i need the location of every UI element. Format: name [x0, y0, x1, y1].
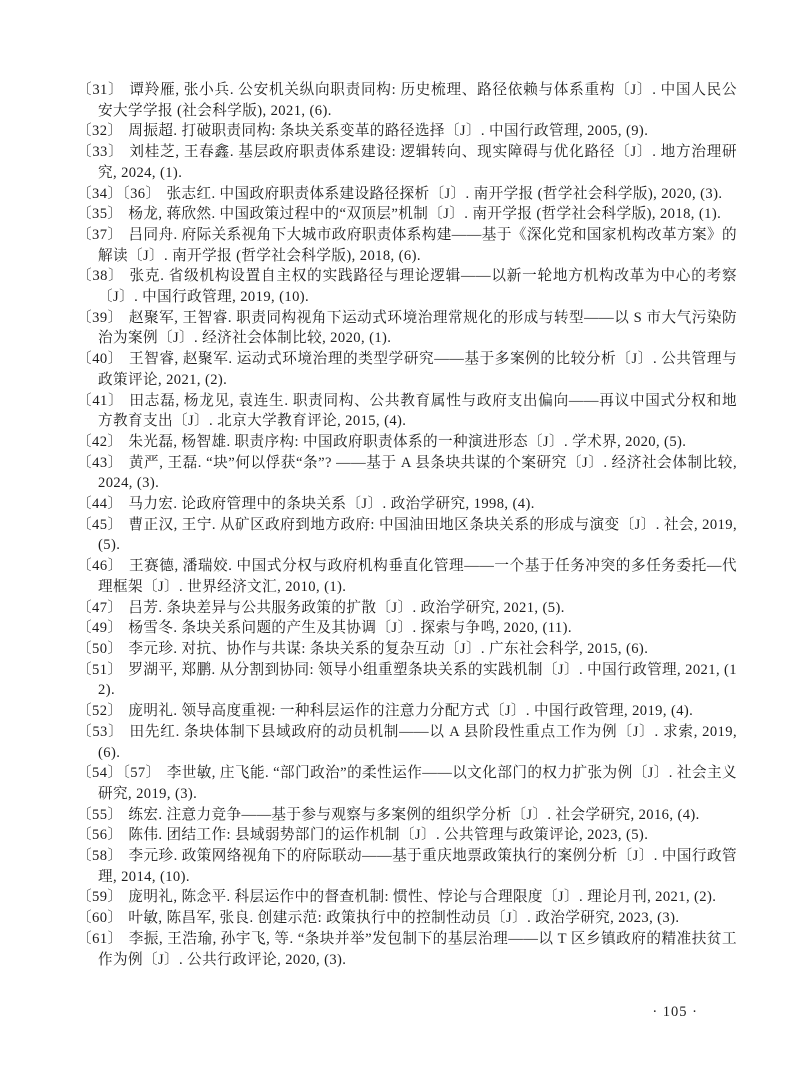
- reference-entry: [77, 805, 737, 826]
- reference-text: 曹正汉, 王宁. 从矿区政府到地方政府: 中国油田地区条块关系的形成与演变〔J〕. 社会, 2019, (5).: [98, 516, 737, 554]
- reference-entry: [77, 929, 737, 970]
- reference-entry: [77, 763, 737, 804]
- reference-entry: [77, 556, 737, 597]
- reference-text: 庞明礼. 领导高度重视: 一种科层运作的注意力分配方式〔J〕. 中国行政管理, 2019, (4).: [128, 703, 694, 720]
- reference-entry: [77, 515, 737, 556]
- reference-text: 杨龙, 蒋欣然. 中国政策过程中的“双顶层”机制〔J〕. 南开学报 (哲学社会科学版), 2018, (1).: [128, 206, 722, 223]
- reference-number: 〔33〕: [77, 144, 124, 161]
- reference-text: 赵聚军, 王智睿. 职责同构视角下运动式环境治理常规化的形成与转型——以 S 市大气污染防治为案例〔J〕. 经济社会体制比较, 2020, (1).: [98, 309, 737, 347]
- reference-number: 〔32〕: [77, 123, 123, 140]
- reference-number: 〔54〕〔57〕: [77, 765, 161, 782]
- reference-number: 〔55〕: [77, 806, 123, 823]
- reference-number: 〔44〕: [77, 496, 123, 513]
- reference-text: 练宏. 注意力竞争——基于参与观察与多案例的组织学分析〔J〕. 社会学研究, 2016, (4).: [128, 806, 700, 823]
- reference-text: 李元珍. 对抗、协作与共谋: 条块关系的复杂互动〔J〕. 广东社会科学, 2015, (6).: [128, 640, 649, 657]
- reference-number: 〔49〕: [77, 620, 123, 637]
- reference-number: 〔52〕: [77, 703, 123, 720]
- reference-number: 〔41〕: [77, 392, 124, 409]
- reference-entry: [77, 701, 737, 722]
- reference-text: 张志红. 中国政府职责体系建设路径探析〔J〕. 南开学报 (哲学社会科学版), 2020, (3).: [166, 185, 723, 202]
- reference-number: 〔43〕: [77, 454, 123, 471]
- reference-entry: [77, 266, 737, 307]
- reference-number: 〔39〕: [77, 309, 123, 326]
- reference-text: 吕芳. 条块差异与公共服务政策的扩散〔J〕. 政治学研究, 2021, (5).: [128, 599, 565, 616]
- reference-entry: [77, 308, 737, 349]
- reference-number: 〔47〕: [77, 599, 123, 616]
- reference-number: 〔31〕: [77, 82, 124, 98]
- reference-text: 王智睿, 赵聚军. 运动式环境治理的类型学研究——基于多案例的比较分析〔J〕. 公共管理与政策评论, 2021, (2).: [98, 351, 737, 388]
- reference-number: 〔46〕: [77, 558, 123, 575]
- reference-text: 谭羚雁, 张小兵. 公安机关纵向职责同构: 历史梳理、路径依赖与体系重构〔J〕. 中国人民公安大学学报 (社会科学版), 2021, (6).: [98, 82, 737, 119]
- reference-number: 〔34〕〔36〕: [77, 185, 161, 202]
- reference-number: 〔56〕: [77, 827, 123, 844]
- reference-text: 田先红. 条块体制下县域政府的动员机制——以 A 县阶段性重点工作为例〔J〕. 求索, 2019, (6).: [98, 723, 737, 761]
- reference-number: 〔50〕: [77, 640, 123, 657]
- reference-entry: [77, 846, 737, 887]
- reference-number: 〔59〕: [77, 889, 123, 906]
- reference-text: 李元珍. 政策网络视角下的府际联动——基于重庆地票政策执行的案例分析〔J〕. 中国行政管理, 2014, (10).: [98, 848, 737, 885]
- page-number: · 105 ·: [652, 1004, 698, 1020]
- reference-number: 〔60〕: [77, 910, 123, 927]
- reference-text: 庞明礼, 陈念平. 科层运作中的督查机制: 惯性、悖论与合理限度〔J〕. 理论月刊, 2021, (2).: [128, 889, 717, 906]
- reference-number: 〔53〕: [77, 723, 124, 740]
- reference-entry: [77, 391, 737, 432]
- reference-entry: [77, 908, 737, 929]
- reference-entry: [77, 184, 737, 205]
- reference-entry: [77, 618, 737, 639]
- reference-entry: [77, 887, 737, 908]
- reference-entry: [77, 453, 737, 494]
- reference-text: 陈伟. 团结工作: 县域弱势部门的运作机制〔J〕. 公共管理与政策评论, 2023, (5).: [128, 827, 649, 844]
- reference-entry: [77, 349, 737, 390]
- reference-text: 李世敏, 庄飞能. “部门政治”的柔性运作——以文化部门的权力扩张为例〔J〕. 社会主义研究, 2019, (3).: [98, 765, 737, 802]
- reference-text: 王赛德, 潘瑞姣. 中国式分权与政府机构垂直化管理——一个基于任务冲突的多任务委托—代理框架〔J〕. 世界经济文汇, 2010, (1).: [98, 558, 737, 595]
- references-list: [77, 80, 737, 970]
- reference-number: 〔51〕: [77, 661, 123, 678]
- reference-entry: [77, 204, 737, 225]
- reference-entry: [77, 598, 737, 619]
- reference-number: 〔45〕: [77, 516, 123, 533]
- reference-number: 〔61〕: [77, 930, 123, 947]
- reference-entry: [77, 225, 737, 266]
- reference-entry: [77, 722, 737, 763]
- reference-text: 马力宏. 论政府管理中的条块关系〔J〕. 政治学研究, 1998, (4).: [128, 496, 535, 513]
- reference-entry: [77, 825, 737, 846]
- reference-text: 吕同舟. 府际关系视角下大城市政府职责体系构建——基于《深化党和国家机构改革方案》的解读〔J〕. 南开学报 (哲学社会科学版), 2018, (6).: [98, 226, 737, 264]
- reference-text: 叶敏, 陈昌军, 张良. 创建示范: 政策执行中的控制性动员〔J〕. 政治学研究, 2023, (3).: [128, 910, 680, 927]
- reference-text: 罗湖平, 郑鹏. 从分割到协同: 领导小组重塑条块关系的实践机制〔J〕. 中国行政管理, 2021, (12).: [98, 661, 737, 699]
- reference-text: 田志磊, 杨龙见, 袁连生. 职责同构、公共教育属性与政府支出偏向——再议中国式分权和地方教育支出〔J〕. 北京大学教育评论, 2015, (4).: [98, 392, 737, 430]
- reference-number: 〔37〕: [77, 226, 123, 243]
- reference-entry: [77, 639, 737, 660]
- reference-entry: [77, 660, 737, 701]
- reference-entry: [77, 142, 737, 183]
- reference-entry: [77, 121, 737, 142]
- reference-number: 〔40〕: [77, 351, 123, 368]
- reference-text: 周振超. 打破职责同构: 条块关系变革的路径选择〔J〕. 中国行政管理, 2005, (9).: [128, 123, 649, 140]
- reference-text: 朱光磊, 杨智雄. 职责序构: 中国政府职责体系的一种演进形态〔J〕. 学术界, 2020, (5).: [128, 433, 687, 450]
- reference-text: 黄严, 王磊. “块”何以俘获“条”? ——基于 A 县条块共谋的个案研究〔J〕. 经济社会体制比较, 2024, (3).: [98, 454, 737, 492]
- reference-text: 张克. 省级机构设置自主权的实践路径与理论逻辑——以新一轮地方机构改革为中心的考察〔J〕. 中国行政管理, 2019, (10).: [98, 268, 738, 306]
- reference-number: 〔58〕: [77, 848, 123, 865]
- reference-entry: [77, 432, 737, 453]
- reference-text: 杨雪冬. 条块关系问题的产生及其协调〔J〕. 探索与争鸣, 2020, (11).: [128, 620, 572, 637]
- reference-entry: [77, 494, 737, 515]
- reference-text: 刘桂芝, 王春鑫. 基层政府职责体系建设: 逻辑转向、现实障碍与优化路径〔J〕. 地方治理研究, 2024, (1).: [98, 144, 737, 181]
- reference-text: 李振, 王浩瑜, 孙宇飞, 等. “条块并举”发包制下的基层治理——以 T 区乡镇政府的精准扶贫工作为例〔J〕. 公共行政评论, 2020, (3).: [98, 930, 737, 968]
- reference-number: 〔42〕: [77, 433, 123, 450]
- reference-number: 〔35〕: [77, 206, 123, 223]
- reference-entry: [77, 80, 737, 121]
- reference-number: 〔38〕: [77, 268, 124, 285]
